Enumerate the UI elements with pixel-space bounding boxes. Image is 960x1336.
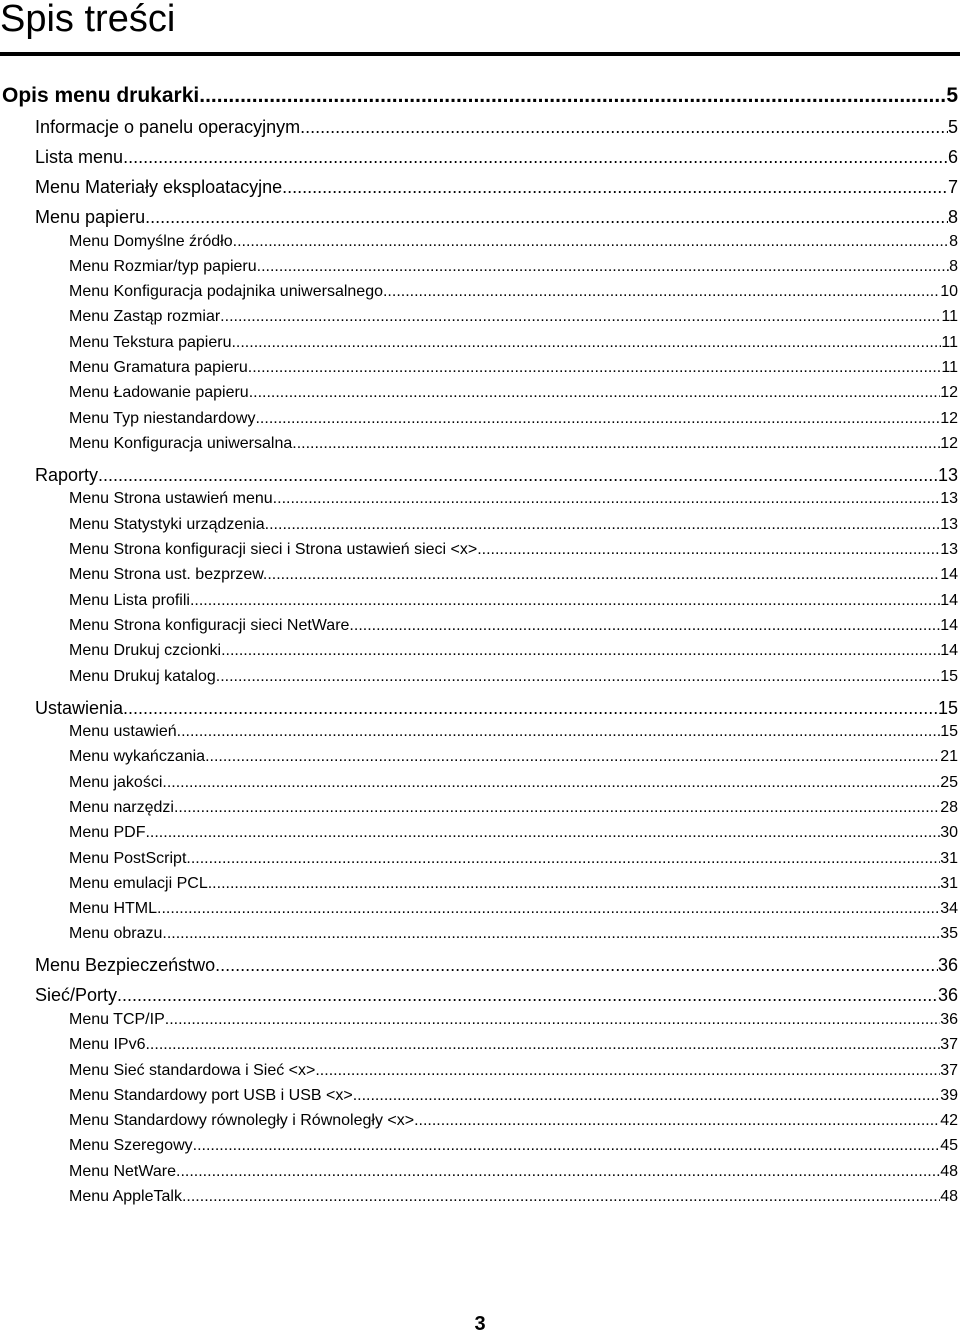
toc-entry-page: 13: [940, 515, 958, 533]
toc-leader-dots: [220, 308, 941, 326]
toc-entry[interactable]: [69, 1062, 958, 1080]
toc-entry[interactable]: [69, 410, 958, 428]
toc-entry-page: 5: [947, 117, 958, 137]
toc-leader-dots: [176, 1163, 940, 1181]
toc-entry[interactable]: [69, 774, 958, 792]
toc-entry[interactable]: [69, 668, 958, 686]
toc-leader-dots: [273, 490, 941, 508]
toc-entry-label: Menu TCP/IP: [69, 1010, 165, 1028]
toc-entry-page: 8: [949, 232, 958, 250]
toc-entry-label: Menu Strona konfiguracji sieci NetWare: [69, 616, 350, 634]
toc-entry-page: 11: [941, 333, 958, 351]
toc-entry[interactable]: [69, 900, 958, 918]
toc-entry-page: 25: [940, 773, 958, 791]
toc-entry-label: Menu wykańczania: [69, 748, 206, 766]
toc-entry[interactable]: [69, 617, 958, 635]
toc-entry[interactable]: [69, 1112, 958, 1130]
toc-entry-page: 45: [940, 1137, 958, 1155]
toc-entry-label: Menu ustawień: [69, 723, 177, 740]
toc-entry-page: 30: [940, 824, 958, 842]
toc-leader-dots: [174, 799, 940, 817]
toc-entry-page: 39: [940, 1086, 958, 1104]
toc-entry-label: Menu Standardowy port USB i USB <x>: [69, 1086, 353, 1104]
toc-entry[interactable]: [69, 1087, 958, 1105]
toc-entry[interactable]: [69, 642, 958, 660]
toc-leader-dots: [182, 1188, 940, 1206]
toc-entry-page: 36: [937, 985, 958, 1006]
toc-entry-label: Menu PostScript: [69, 849, 187, 867]
toc-leader-dots: [221, 642, 940, 660]
toc-entry[interactable]: [35, 465, 958, 486]
toc-entry[interactable]: [69, 490, 958, 508]
toc-entry[interactable]: [35, 147, 958, 168]
toc-entry[interactable]: [69, 359, 958, 377]
toc-entry-page: 42: [940, 1112, 958, 1130]
toc-entry[interactable]: [35, 177, 958, 198]
toc-entry-page: 14: [940, 591, 958, 609]
toc-leader-dots: [477, 541, 940, 559]
toc-entry-page: 12: [940, 409, 958, 427]
toc-entry-label: Menu Konfiguracja uniwersalna: [69, 434, 293, 452]
toc-entry[interactable]: [69, 1163, 958, 1181]
toc-leader-dots: [193, 1137, 941, 1155]
toc-entry-page: 11: [941, 359, 958, 376]
toc-entry-label: Sieć/Porty: [35, 985, 118, 1006]
toc-entry-page: 10: [940, 283, 958, 301]
toc-entry-label: Menu Domyślne źródło: [69, 232, 233, 250]
toc-entry-page: 15: [940, 667, 958, 685]
toc-entry-page: 13: [940, 541, 958, 558]
toc-entry[interactable]: [69, 384, 958, 402]
toc-entry-page: 31: [940, 874, 958, 892]
toc-leader-dots: [257, 258, 949, 276]
toc-leader-dots: [165, 1011, 940, 1029]
toc-entry-label: Menu Sieć standardowa i Sieć <x>: [69, 1061, 316, 1079]
toc-entry-page: 34: [940, 900, 958, 918]
toc-entry-page: 11: [941, 308, 958, 326]
toc-leader-dots: [190, 592, 940, 610]
toc-entry-label: Menu jakości: [69, 773, 163, 791]
toc-entry-page: 14: [940, 642, 958, 660]
toc-entry-page: 13: [937, 464, 958, 485]
toc-leader-dots: [383, 283, 940, 301]
toc-entry-label: Menu Drukuj czcionki: [69, 642, 222, 660]
toc-leader-dots: [282, 177, 948, 198]
toc-entry[interactable]: [69, 1188, 958, 1206]
page-title: Spis treści: [0, 0, 176, 40]
toc-entry-label: Menu emulacji PCL: [69, 874, 208, 892]
toc-entry-label: Menu Konfiguracja podajnika uniwersalnego: [69, 283, 383, 301]
title-divider: [0, 52, 960, 56]
toc-entry-label: Menu NetWare: [69, 1162, 176, 1180]
toc-entry-page: 48: [940, 1188, 958, 1205]
toc-entry[interactable]: [35, 955, 958, 976]
toc-entry[interactable]: [69, 258, 958, 276]
toc-leader-dots: [157, 900, 940, 918]
toc-leader-dots: [265, 516, 941, 534]
toc-leader-dots: [233, 233, 949, 251]
toc-entry-page: 31: [940, 849, 958, 867]
toc-leader-dots: [145, 824, 940, 842]
toc-entry-label: Menu Strona ustawień menu: [69, 490, 273, 508]
toc-leader-dots: [255, 410, 940, 428]
toc-entry[interactable]: [69, 516, 958, 534]
toc-entry-label: Menu Ładowanie papieru: [69, 384, 249, 402]
toc-leader-dots: [145, 207, 948, 228]
toc-entry[interactable]: [69, 723, 958, 741]
toc-entry-page: 7: [947, 177, 958, 197]
toc-entry[interactable]: [35, 117, 958, 138]
toc-entry[interactable]: [69, 592, 958, 610]
toc-entry[interactable]: [69, 1036, 958, 1054]
toc-entry-label: Menu Gramatura papieru: [69, 359, 248, 376]
toc-entry-label: Menu Typ niestandardowy: [69, 409, 256, 427]
toc-entry-page: 15: [937, 697, 958, 718]
toc-entry-page: 35: [940, 925, 958, 943]
toc-entry[interactable]: [69, 799, 958, 817]
toc-entry-page: 14: [940, 616, 958, 634]
toc-entry-page: 13: [940, 490, 958, 508]
toc-entry-label: Ustawienia: [35, 697, 124, 718]
toc-entry-label: Menu HTML: [69, 900, 158, 918]
toc-entry-label: Menu Standardowy równoległy i Równoległy <x>: [69, 1112, 415, 1130]
toc-leader-dots: [353, 1087, 941, 1105]
toc-entry-page: 8: [947, 207, 958, 227]
toc-entry-page: 15: [940, 723, 958, 740]
toc-leader-dots: [199, 84, 946, 108]
toc-entry[interactable]: [69, 875, 958, 893]
toc-entry-label: Menu Lista profili: [69, 591, 190, 609]
toc-leader-dots: [123, 698, 938, 719]
toc-entry-page: 36: [940, 1010, 958, 1028]
toc-entry-label: Menu Strona ust. bezprzew.: [69, 566, 268, 584]
toc-entry-label: Menu Tekstura papieru: [69, 333, 232, 351]
toc-entry[interactable]: [69, 566, 958, 584]
toc-entry-label: Menu Bezpieczeństwo: [35, 955, 216, 976]
toc-entry-label: Lista menu: [35, 147, 124, 167]
toc-leader-dots: [205, 748, 940, 766]
toc-entry-label: Menu Rozmiar/typ papieru: [69, 257, 257, 275]
toc-entry-page: 37: [940, 1061, 958, 1079]
toc-entry[interactable]: [69, 748, 958, 766]
toc-entry[interactable]: [69, 233, 958, 251]
toc-entry-page: 12: [940, 434, 958, 452]
toc-entry[interactable]: [35, 698, 958, 719]
toc-leader-dots: [216, 668, 940, 686]
toc-entry[interactable]: [69, 824, 958, 842]
toc-entry-page: 8: [949, 257, 958, 275]
toc-entry-label: Menu PDF: [69, 824, 146, 842]
toc-entry[interactable]: [69, 850, 958, 868]
toc-entry-label: Menu Drukuj katalog: [69, 667, 216, 685]
footer-page-number: 3: [474, 1313, 486, 1335]
toc-entry[interactable]: [69, 334, 958, 352]
toc-entry-label: Menu Zastąp rozmiar: [69, 308, 221, 326]
toc-entry-page: 48: [940, 1162, 958, 1180]
toc-leader-dots: [162, 925, 940, 943]
toc-leader-dots: [414, 1112, 940, 1130]
toc-leader-dots: [98, 465, 938, 486]
toc-entry-label: Menu narzędzi: [69, 798, 174, 816]
toc-entry[interactable]: [69, 308, 958, 326]
toc-leader-dots: [249, 384, 941, 402]
toc-leader-dots: [267, 566, 940, 584]
toc-entry-page: 5: [946, 84, 958, 107]
toc-entry-page: 37: [940, 1036, 958, 1054]
toc-entry-label: Menu AppleTalk: [69, 1188, 182, 1205]
toc-leader-dots: [349, 617, 940, 635]
toc-entry[interactable]: [2, 84, 958, 108]
toc-entry-label: Menu Statystyki urządzenia: [69, 515, 265, 533]
toc-entry-label: Informacje o panelu operacyjnym: [35, 117, 301, 137]
toc-entry[interactable]: [69, 1011, 958, 1029]
toc-entry[interactable]: [35, 985, 958, 1006]
toc-entry-label: Menu Szeregowy: [69, 1137, 193, 1155]
toc-entry[interactable]: [69, 283, 958, 301]
toc-entry-label: Menu IPv6: [69, 1036, 146, 1054]
toc-entry-label: Raporty: [35, 464, 99, 485]
toc-entry-label: Menu Materiały eksploatacyjne: [35, 177, 283, 197]
toc-leader-dots: [162, 774, 940, 792]
toc-entry[interactable]: [69, 435, 958, 453]
toc-entry-label: Menu papieru: [35, 207, 146, 227]
toc-leader-dots: [315, 1062, 940, 1080]
toc-entry-page: 12: [940, 384, 958, 402]
toc-entry-page: 28: [940, 798, 958, 816]
toc-entry-page: 14: [940, 566, 958, 584]
toc-leader-dots: [231, 334, 941, 352]
toc-leader-dots: [177, 723, 941, 741]
toc-leader-dots: [123, 147, 948, 168]
toc-entry[interactable]: [69, 541, 958, 559]
toc-entry[interactable]: [69, 1137, 958, 1155]
toc-leader-dots: [292, 435, 940, 453]
toc-leader-dots: [208, 875, 940, 893]
toc-entry[interactable]: [35, 207, 958, 228]
toc-entry-page: 21: [940, 748, 958, 766]
toc-leader-dots: [117, 985, 938, 1006]
toc-entry-page: 6: [947, 147, 958, 167]
toc-leader-dots: [186, 850, 940, 868]
toc-entry-label: Menu Strona konfiguracji sieci i Strona ustawień sieci <x>: [69, 541, 478, 558]
toc-leader-dots: [145, 1036, 940, 1054]
toc-entry[interactable]: [69, 925, 958, 943]
toc-leader-dots: [215, 955, 938, 976]
toc-entry-label: Opis menu drukarki: [2, 84, 200, 107]
toc-leader-dots: [300, 117, 948, 138]
toc-entry-page: 36: [937, 955, 958, 976]
toc-entry-label: Menu obrazu: [69, 925, 163, 943]
toc-leader-dots: [248, 359, 942, 377]
